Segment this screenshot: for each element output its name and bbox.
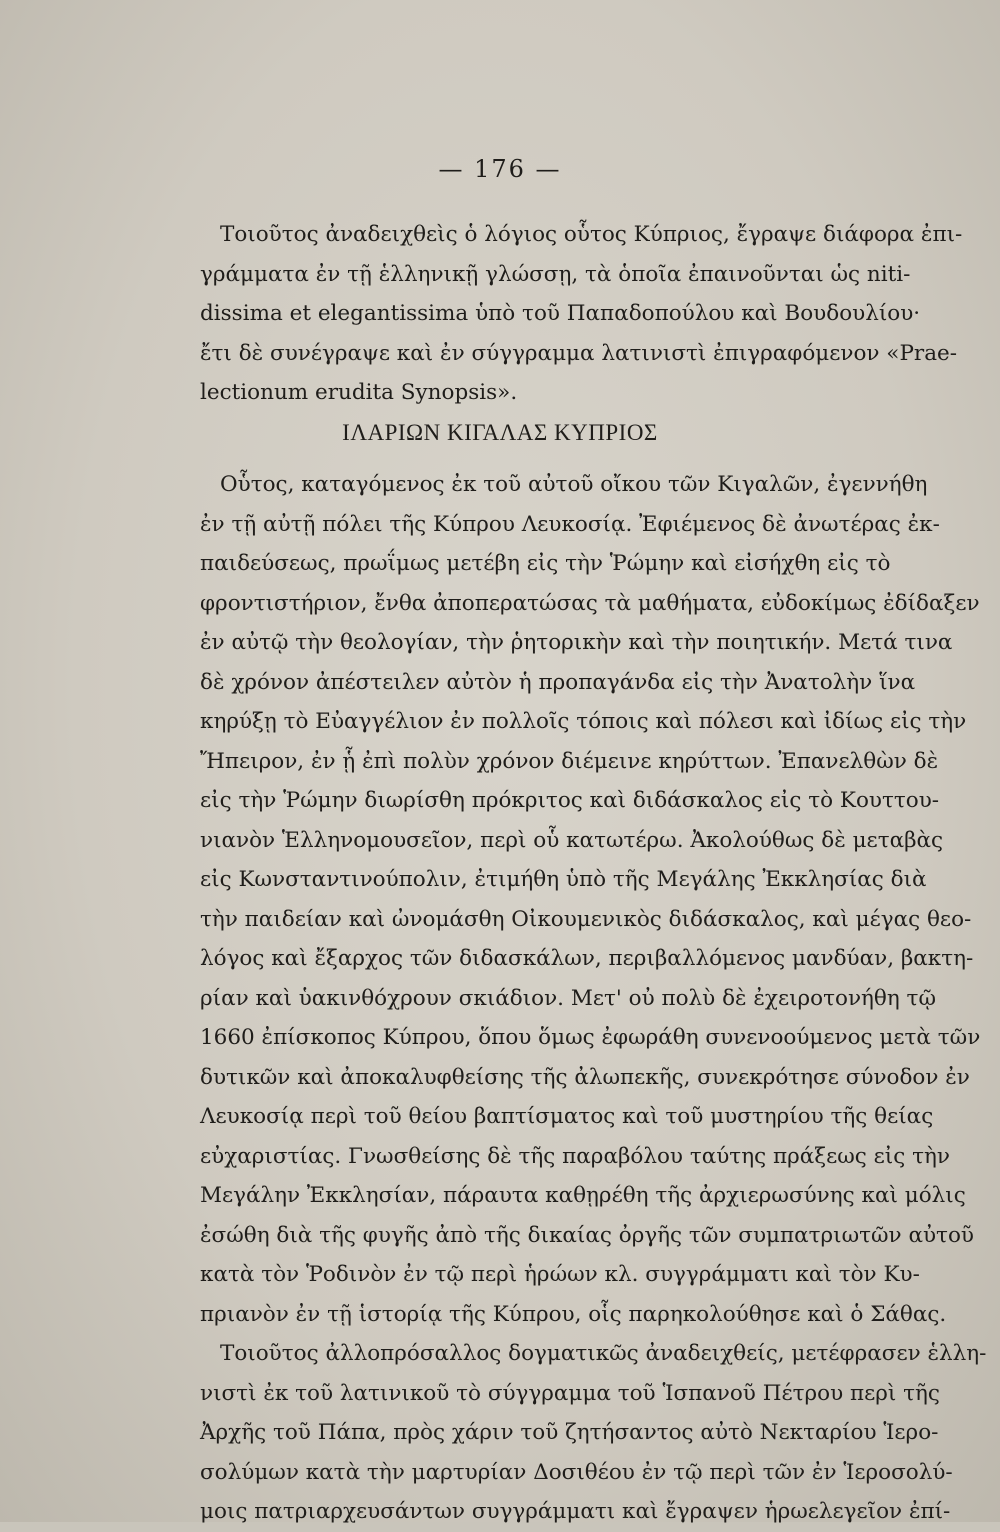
text-line: λόγος καὶ ἔξαρχος τῶν διδασκάλων, περιβαλλόμενος μανδύαν, βακτη- bbox=[200, 946, 974, 971]
text-line: Ἤπειρον, ἐν ᾗ ἐπὶ πολὺν χρόνον διέμεινε κηρύττων. Ἐπανελθὼν δὲ bbox=[200, 748, 939, 774]
text-line: εἰς τὴν Ῥώμην διωρίσθη πρόκριτος καὶ διδάσκαλος εἰς τὸ Κουττου- bbox=[200, 788, 940, 813]
section-heading: ΙΛΑΡΙΩΝ ΚΙΓΑΛΑΣ ΚΥΠΡΙΟΣ bbox=[342, 420, 658, 445]
text-line: Μεγάλην Ἐκκλησίαν, πάραυτα καθῃρέθη τῆς ἀρχιερωσύνης καὶ μόλις bbox=[200, 1183, 966, 1208]
text-line: σολύμων κατὰ τὴν μαρτυρίαν Δοσιθέου ἐν τῷ περὶ τῶν ἐν Ἱεροσολύ- bbox=[200, 1459, 953, 1485]
text-line: εἰς Κωνσταντινούπολιν, ἐτιμήθη ὑπὸ τῆς Μεγάλης Ἐκκλησίας διὰ bbox=[200, 867, 927, 892]
text-line: ἔτι δὲ συνέγραψε καὶ ἐν σύγγραμμα λατινιστὶ ἐπιγραφόμενον «Prae- bbox=[200, 340, 958, 366]
text-line: κατὰ τὸν Ῥοδινὸν ἐν τῷ περὶ ἡρώων κλ. συγγράμματι καὶ τὸν Κυ- bbox=[200, 1262, 920, 1287]
text-line: Τοιοῦτος ἀλλοπρόσαλλος δογματικῶς ἀναδειχθείς, μετέφρασεν ἑλλη- bbox=[220, 1341, 987, 1366]
paragraph-intro bbox=[200, 215, 963, 413]
page-number: — 176 — bbox=[438, 155, 562, 183]
text-line: ἐσώθη διὰ τῆς φυγῆς ἀπὸ τῆς δικαίας ὀργῆς τῶν συμπατριωτῶν αὐτοῦ bbox=[200, 1222, 974, 1248]
text-line: 1660 ἐπίσκοπος Κύπρου, ὅπου ὅμως ἐφωράθη συνενοούμενος μετὰ τῶν bbox=[200, 1025, 981, 1050]
text-line: πριανὸν ἐν τῇ ἱστορίᾳ τῆς Κύπρου, οἷς παρηκολούθησε καὶ ὁ Σάθας. bbox=[200, 1301, 947, 1327]
text-line: Λευκοσίᾳ περὶ τοῦ θείου βαπτίσματος καὶ τοῦ μυστηρίου τῆς θείας bbox=[200, 1104, 934, 1129]
text-line: δὲ χρόνον ἀπέστειλεν αὐτὸν ἡ προπαγάνδα εἰς τὴν Ἀνατολὴν ἵνα bbox=[200, 669, 916, 695]
text-line: φροντιστήριον, ἔνθα ἀποπερατώσας τὰ μαθήματα, εὐδοκίμως ἐδίδαξεν bbox=[200, 590, 980, 616]
text-line: νιστὶ ἐκ τοῦ λατινικοῦ τὸ σύγγραμμα τοῦ Ἱσπανοῦ Πέτρου περὶ τῆς bbox=[200, 1380, 940, 1406]
text-line: νιανὸν Ἑλληνομουσεῖον, περὶ οὗ κατωτέρω. Ἀκολούθως δὲ μεταβὰς bbox=[200, 827, 944, 853]
text-line: ἐν αὐτῷ τὴν θεολογίαν, τὴν ῥητορικὴν καὶ τὴν ποιητικήν. Μετά τινα bbox=[200, 630, 953, 655]
text-line: δυτικῶν καὶ ἀποκαλυφθείσης τῆς ἀλωπεκῆς, συνεκρότησε σύνοδον ἐν bbox=[200, 1064, 970, 1090]
text-line: Ἀρχῆς τοῦ Πάπα, πρὸς χάριν τοῦ ζητήσαντος αὐτὸ Νεκταρίου Ἱερο- bbox=[200, 1420, 939, 1445]
text-line: dissima et elegantissima ὑπὸ τοῦ Παπαδοπούλου καὶ Βουδουλίου· bbox=[200, 301, 921, 326]
paragraph-biography bbox=[200, 465, 987, 1532]
text-line: κηρύξῃ τὸ Εὐαγγέλιον ἐν πολλοῖς τόποις καὶ πόλεσι καὶ ἰδίως εἰς τὴν bbox=[200, 709, 967, 734]
text-line: εὐχαριστίας. Γνωσθείσης δὲ τῆς παραβόλου ταύτης πράξεως εἰς τὴν bbox=[200, 1143, 950, 1169]
text-line: γράμματα ἐν τῇ ἑλληνικῇ γλώσσῃ, τὰ ὁποῖα ἐπαινοῦνται ὡς niti- bbox=[200, 261, 911, 287]
text-line: παιδεύσεως, πρωΐμως μετέβη εἰς τὴν Ῥώμην καὶ εἰσήχθη εἰς τὸ bbox=[200, 551, 891, 576]
text-line: μοις πατριαρχευσάντων συγγράμματι καὶ ἔγραψεν ἡρωελεγεῖον ἐπί- bbox=[200, 1499, 951, 1524]
text-line: τὴν παιδείαν καὶ ὠνομάσθη Οἰκουμενικὸς διδάσκαλος, καὶ μέγας θεο- bbox=[200, 906, 972, 932]
text-line: lectionum erudita Synopsis». bbox=[200, 380, 518, 405]
text-line: Οὗτος, καταγόμενος ἐκ τοῦ αὐτοῦ οἴκου τῶν Κιγαλῶν, ἐγεννήθη bbox=[220, 472, 928, 497]
text-line: Τοιοῦτος ἀναδειχθεὶς ὁ λόγιος οὗτος Κύπριος, ἔγραψε διάφορα ἐπι- bbox=[220, 222, 963, 247]
text-line: ἐν τῇ αὐτῇ πόλει τῆς Κύπρου Λευκοσίᾳ. Ἐφιέμενος δὲ ἀνωτέρας ἐκ- bbox=[200, 511, 940, 537]
text-line: ρίαν καὶ ὑακινθόχρουν σκιάδιον. Μετ' οὐ πολὺ δὲ ἐχειροτονήθη τῷ bbox=[200, 985, 936, 1011]
